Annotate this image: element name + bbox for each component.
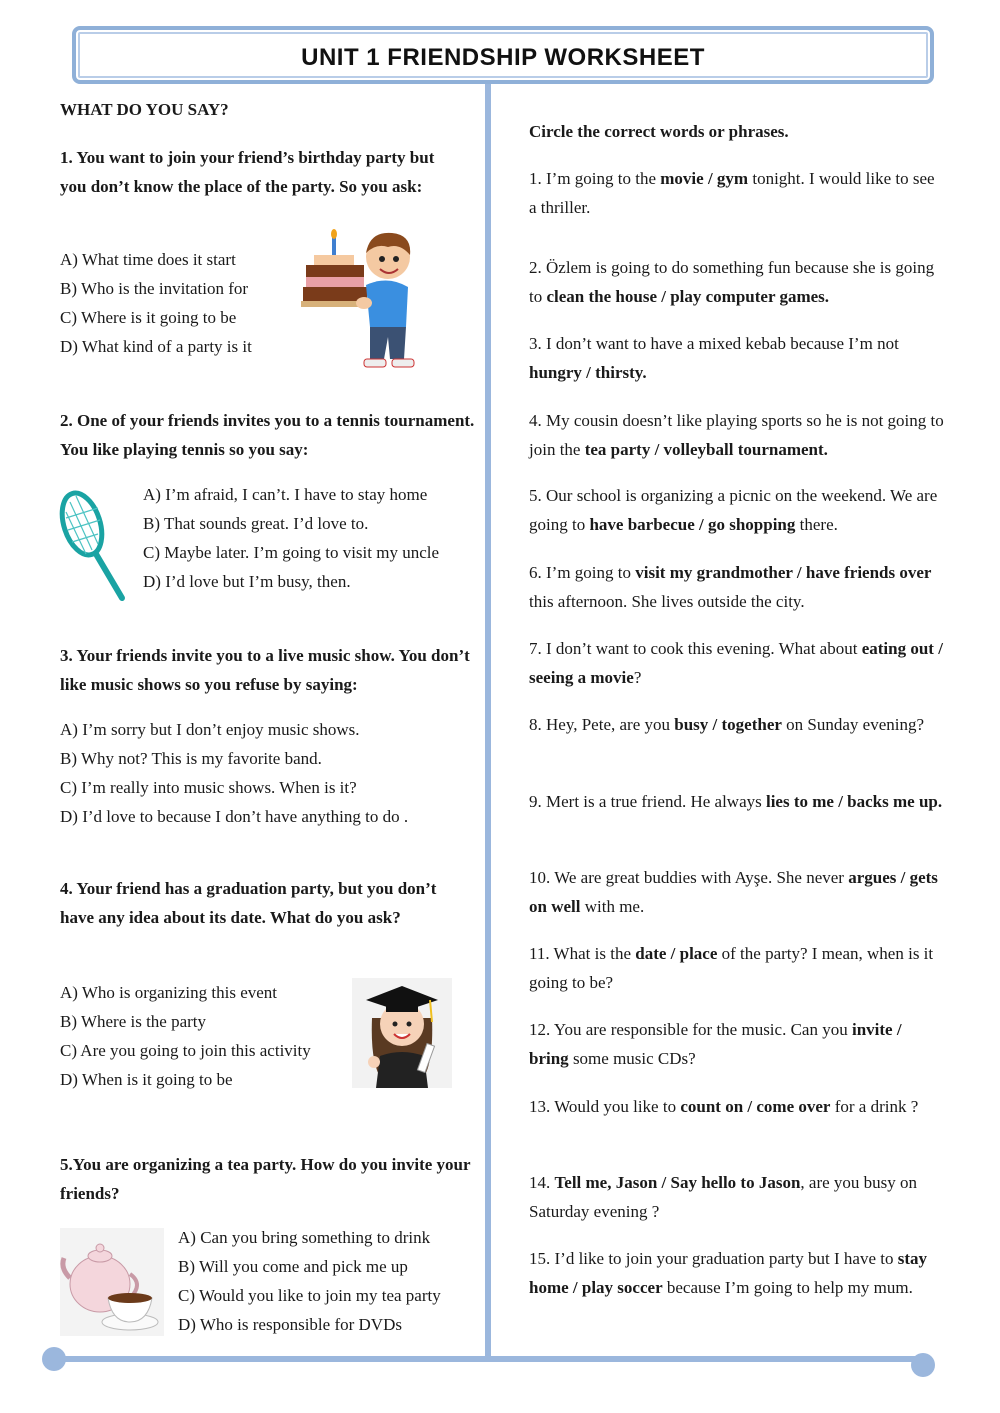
exercise-item: 12. You are responsible for the music. Can you invite / bring some music CDs? [529,1020,902,1068]
exercise-item: 8. Hey, Pete, are you busy / together on Sunday evening? [529,715,925,734]
question-5-options [178,1223,478,1339]
option[interactable]: D) I’d love but I’m busy, then. [143,572,351,591]
worksheet-title: UNIT 1 FRIENDSHIP WORKSHEET [301,44,705,71]
column-divider [485,84,491,1362]
question-3-text: 3. Your friends invite you to a live music show. You don’t like music shows so you refuse by saying: [60,646,470,694]
option[interactable]: B) Who is the invitation for [60,279,249,298]
exercise-item: 10. We are great buddies with Ayşe. She never argues / gets on well with me. [529,868,938,916]
answer-choice[interactable]: lies to me / backs me up. [765,792,943,811]
option[interactable]: C) I’m really into music shows. When is it? [60,778,357,797]
question-4-text: 4. Your friend has a graduation party, but you don’t have any idea about its date. What do you ask? [60,879,437,927]
question-1 [60,143,460,201]
answer-choice[interactable]: eating out / seeing a movie [529,639,943,687]
answer-choice[interactable]: movie / gym [660,169,749,188]
answer-choice[interactable]: argues / gets on well [529,868,938,916]
option[interactable]: D) Who is responsible for DVDs [178,1315,402,1334]
option[interactable]: A) What time does it start [60,250,236,269]
answer-choice[interactable]: clean the house / play computer games. [546,287,830,306]
option[interactable]: C) Are you going to join this activity [60,1041,311,1060]
answer-choice[interactable]: busy / together [674,715,782,734]
option[interactable]: C) Where is it going to be [60,308,237,327]
option[interactable]: D) What kind of a party is it [60,337,252,356]
answer-choice[interactable]: have barbecue / go shopping [589,515,796,534]
exercise-item: 11. What is the date / place of the party? I mean, when is it going to be? [529,944,934,992]
title-frame [72,26,934,84]
exercise-item: 2. Özlem is going to do something fun because she is going to clean the house / play computer games. [529,258,935,306]
exercise-item: 15. I’d like to join your graduation party but I have to stay home / play soccer because I’m going to help my mum. [529,1249,928,1297]
right-heading: Circle the correct words or phrases. [529,122,789,141]
answer-choice[interactable]: visit my grandmother / have friends over [635,563,932,582]
exercise-item: 13. Would you like to count on / come over for a drink ? [529,1097,919,1116]
bottom-rule-left-dot [42,1347,66,1371]
exercise-item: 1. I’m going to the movie / gym tonight. I would like to see a thriller. [529,169,935,217]
exercise-item: 4. My cousin doesn’t like playing sports so he is not going to join the tea party / volleyball tournament. [529,411,944,459]
question-3-options [60,715,480,831]
option[interactable]: B) Why not? This is my favorite band. [60,749,322,768]
answer-choice[interactable]: hungry / thirsty. [529,363,647,382]
option[interactable]: D) When is it going to be [60,1070,233,1089]
option[interactable]: A) Who is organizing this event [60,983,278,1002]
option[interactable]: A) I’m afraid, I can’t. I have to stay home [143,485,428,504]
answer-choice[interactable]: count on / come over [680,1097,831,1116]
teapot-cup-illustration [60,1228,164,1336]
question-4-options [60,978,350,1094]
bottom-rule [54,1356,924,1362]
left-heading: WHAT DO YOU SAY? [60,100,229,119]
question-2-text: 2. One of your friends invites you to a tennis tournament. You like playing tennis so you say: [60,411,475,459]
answer-choice[interactable]: tea party / volleyball tournament. [584,440,828,459]
option[interactable]: B) That sounds great. I’d love to. [143,514,369,533]
option[interactable]: C) Maybe later. I’m going to visit my uncle [143,543,440,562]
answer-choice[interactable]: date / place [635,944,718,963]
graduate-girl-illustration [352,978,452,1088]
exercise-item: 14. Tell me, Jason / Say hello to Jason, are you busy on Saturday evening ? [529,1173,918,1221]
bottom-rule-right-dot [911,1353,935,1377]
question-2-options [143,480,483,596]
question-1-options [60,245,300,361]
exercise-item: 6. I’m going to visit my grandmother / have friends over this afternoon. She lives outside the city. [529,563,932,611]
option[interactable]: C) Would you like to join my tea party [178,1286,441,1305]
answer-choice[interactable]: stay home / play soccer [529,1249,928,1297]
option[interactable]: B) Will you come and pick me up [178,1257,408,1276]
question-1-text: 1. You want to join your friend’s birthday party but you don’t know the place of the party. So you ask: [60,148,435,196]
exercise-item: 5. Our school is organizing a picnic on the weekend. We are going to have barbecue / go shopping there. [529,486,938,534]
exercise-item: 7. I don’t want to cook this evening. What about eating out / seeing a movie? [529,639,943,687]
exercise-item: 3. I don’t want to have a mixed kebab because I’m not hungry / thirsty. [529,334,899,382]
exercise-item: 9. Mert is a true friend. He always lies to me / backs me up. [529,792,943,811]
option[interactable]: B) Where is the party [60,1012,207,1031]
option[interactable]: D) I’d love to because I don’t have anything to do . [60,807,409,826]
question-5-text: 5.You are organizing a tea party. How do you invite your friends? [60,1155,471,1203]
option[interactable]: A) Can you bring something to drink [178,1228,431,1247]
tennis-racket-icon [58,488,130,604]
answer-choice[interactable]: Tell me, Jason / Say hello to Jason [554,1173,801,1192]
birthday-boy-cake-illustration [300,225,420,373]
answer-choice[interactable]: invite / bring [529,1020,902,1068]
option[interactable]: A) I’m sorry but I don’t enjoy music shows. [60,720,360,739]
